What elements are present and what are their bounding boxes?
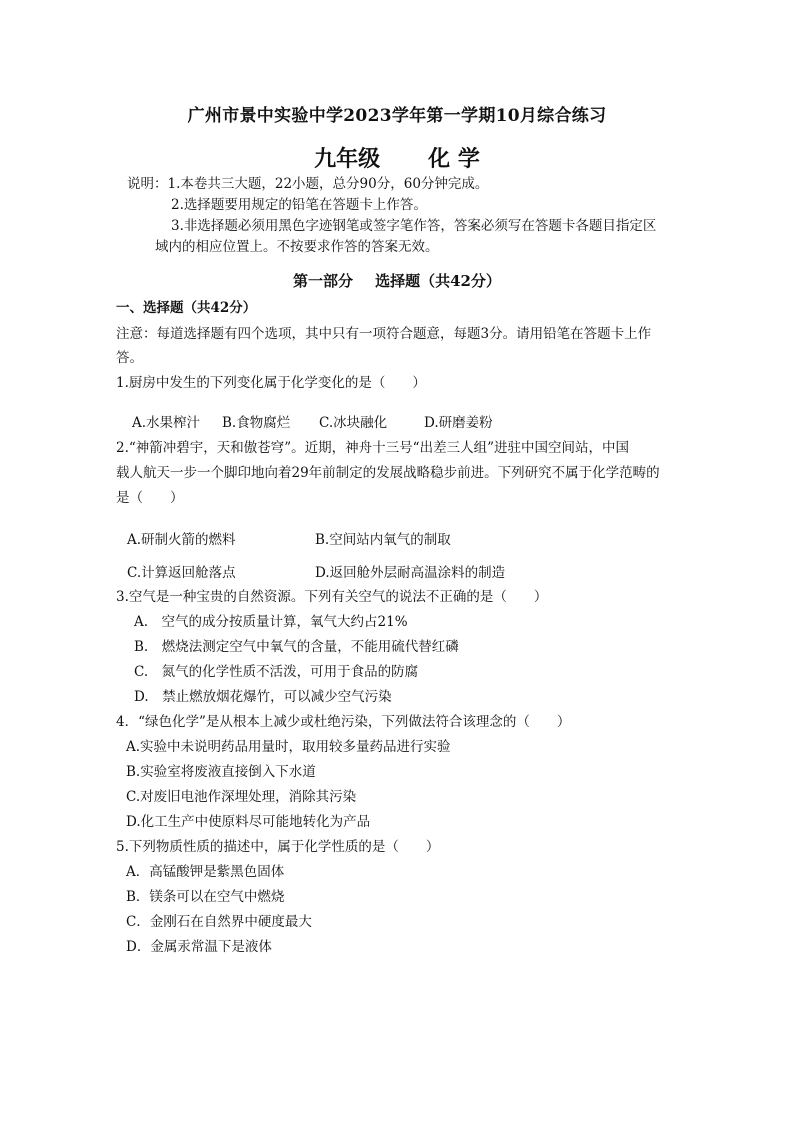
question-3-stem: 3.空气是一种宝贵的自然资源。下列有关空气的说法不正确的是（ ） [116,589,548,605]
notes-line-2: 2.选择题要用规定的铅笔在答题卡上作答。 [171,197,427,213]
instruction-line-2: 答。 [116,350,143,366]
question-1-option-b: B.食物腐烂 [222,415,291,431]
question-4-option-a: A.实验中未说明药品用量时，取用较多量药品进行实验 [126,739,451,755]
question-2-stem-line-1: 2.“神箭冲碧宇，天和傲苍穹”。近期，神舟十三号“出差三人组”进驻中国空间站，中国 [116,440,629,456]
question-2-stem-line-2: 载人航天一步一个脚印地向着29年前制定的发展战略稳步前进。下列研究不属于化学范畴的 [116,465,660,481]
question-4-stem: 4．“绿色化学”是从根本上减少或杜绝污染，下列做法符合该理念的（ ） [116,714,571,730]
question-2-stem-line-3: 是（ ） [116,490,184,506]
section-heading: 一、选择题（共42分） [116,300,257,316]
question-4-option-b: B.实验室将废液直接倒入下水道 [126,764,316,780]
exam-title: 广州市景中实验中学2023学年第一学期10月综合练习 [187,106,607,126]
part-title: 选择题（共42分） [375,272,501,290]
question-5-option-d: D．金属汞常温下是液体 [126,939,272,955]
question-1-option-c: C.冰块融化 [319,415,388,431]
question-2-option-d: D.返回舱外层耐高温涂料的制造 [315,565,506,581]
question-5-option-b: B．镁条可以在空气中燃烧 [126,889,285,905]
grade-label: 九年级 [314,146,381,172]
question-5-option-a: A．高锰酸钾是紫黑色固体 [126,864,285,880]
question-3-option-b: B. 燃烧法测定空气中氧气的含量，不能用硫代替红磷 [134,639,459,655]
notes-line-4: 域内的相应位置上。不按要求作答的答案无效。 [155,239,439,255]
part-label: 第一部分 [293,272,354,290]
notes-line-3: 3.非选择题必须用黑色字迹钢笔或签字笔作答，答案必须写在答题卡各题目指定区 [171,218,657,234]
question-1-option-a: A.水果榨汁 [132,415,201,431]
question-3-option-d: D. 禁止燃放烟花爆竹，可以减少空气污染 [134,689,392,705]
instruction-line-1: 注意：每道选择题有四个选项，其中只有一项符合题意，每题3分。请用铅笔在答题卡上作 [116,326,652,342]
question-1-option-d: D.研磨姜粉 [424,415,493,431]
question-3-option-c: C. 氮气的化学性质不活泼，可用于食品的防腐 [134,664,419,680]
grade-subject-heading [0,142,794,173]
question-2-option-b: B.空间站内氧气的制取 [315,532,451,548]
question-5-stem: 5.下列物质性质的描述中，属于化学性质的是（ ） [116,839,440,855]
question-4-option-d: D.化工生产中使原料尽可能地转化为产品 [126,814,371,830]
question-2-option-a: A.研制火箭的燃料 [127,532,236,548]
question-3-option-a: A. 空气的成分按质量计算，氧气大约占21% [134,614,408,630]
subject-label: 化 学 [428,146,480,172]
question-1-stem: 1.厨房中发生的下列变化属于化学变化的是（ ） [116,375,426,391]
part-heading [0,270,794,291]
question-2-option-c: C.计算返回舱落点 [127,565,236,581]
question-4-option-c: C.对废旧电池作深埋处理，消除其污染 [126,789,357,805]
question-5-option-c: C．金刚石在自然界中硬度最大 [126,914,312,930]
notes-line-1: 说明：1.本卷共三大题，22小题，总分90分，60分钟完成。 [127,176,489,192]
